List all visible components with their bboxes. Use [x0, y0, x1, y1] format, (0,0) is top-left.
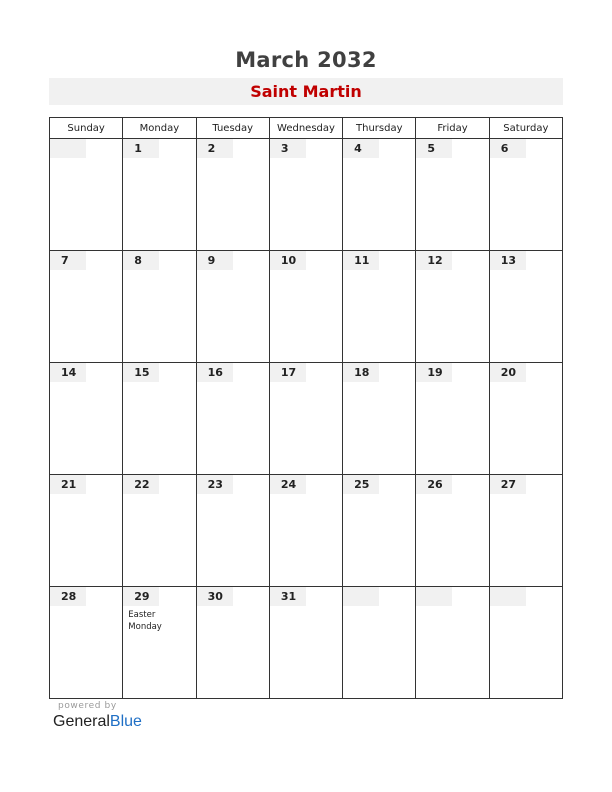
- calendar-grid: [49, 117, 563, 699]
- day-cell: [489, 587, 562, 699]
- day-number: 21: [50, 475, 86, 494]
- week-row: [50, 363, 563, 475]
- day-cell: [343, 475, 416, 587]
- day-number: 25: [343, 475, 379, 494]
- brand-logo-part2: Blue: [109, 713, 142, 730]
- day-cell: [196, 251, 269, 363]
- day-cell: [269, 363, 342, 475]
- day-cell: [416, 251, 489, 363]
- day-number: 7: [50, 251, 86, 270]
- weekday-header: Saturday: [489, 118, 562, 139]
- day-number: 10: [270, 251, 306, 270]
- week-row: [50, 251, 563, 363]
- day-cell: [50, 363, 123, 475]
- day-cell: [343, 139, 416, 251]
- brand-logo-part1: General: [53, 713, 110, 730]
- weekday-header-row: [50, 118, 563, 139]
- day-cell: [416, 139, 489, 251]
- day-number: 2: [197, 139, 233, 158]
- weekday-header: Thursday: [343, 118, 416, 139]
- day-number: 6: [490, 139, 526, 158]
- day-number: 27: [490, 475, 526, 494]
- weekday-header: Friday: [416, 118, 489, 139]
- day-number: 4: [343, 139, 379, 158]
- day-cell: [196, 587, 269, 699]
- day-number: 14: [50, 363, 86, 382]
- page-title: March 2032: [235, 48, 377, 72]
- day-number: 18: [343, 363, 379, 382]
- day-number: 19: [416, 363, 452, 382]
- day-number: 1: [123, 139, 159, 158]
- day-cell: [489, 251, 562, 363]
- day-number: 8: [123, 251, 159, 270]
- day-number: 24: [270, 475, 306, 494]
- day-cell: [416, 587, 489, 699]
- day-number: 31: [270, 587, 306, 606]
- day-cell: [196, 139, 269, 251]
- week-row: [50, 587, 563, 699]
- region-banner: Saint Martin: [49, 78, 563, 105]
- day-cell: [50, 139, 123, 251]
- day-number: 13: [490, 251, 526, 270]
- day-number: 3: [270, 139, 306, 158]
- day-number: 26: [416, 475, 452, 494]
- day-cell: [269, 139, 342, 251]
- day-cell: [489, 139, 562, 251]
- day-cell: [269, 251, 342, 363]
- day-cell: [489, 475, 562, 587]
- day-number: 9: [197, 251, 233, 270]
- day-cell: [343, 363, 416, 475]
- day-number-empty: [416, 587, 452, 606]
- day-number: 23: [197, 475, 233, 494]
- day-number-empty: [490, 587, 526, 606]
- week-row: [50, 139, 563, 251]
- weekday-header: Tuesday: [196, 118, 269, 139]
- day-number: 22: [123, 475, 159, 494]
- day-cell: [123, 475, 196, 587]
- day-number: 12: [416, 251, 452, 270]
- day-cell: [50, 251, 123, 363]
- day-number: 17: [270, 363, 306, 382]
- brand-logo: [53, 713, 142, 731]
- day-number-empty: [50, 139, 86, 158]
- weekday-header: Wednesday: [269, 118, 342, 139]
- day-cell: [123, 139, 196, 251]
- day-cell: [196, 475, 269, 587]
- holiday-label: Easter Monday: [128, 610, 162, 632]
- day-cell: [50, 475, 123, 587]
- day-cell: [269, 475, 342, 587]
- day-cell: [416, 363, 489, 475]
- day-cell: [489, 363, 562, 475]
- day-cell: [343, 251, 416, 363]
- day-cell: [123, 251, 196, 363]
- day-cell: [50, 587, 123, 699]
- day-cell: [269, 587, 342, 699]
- day-cell: [123, 363, 196, 475]
- powered-by-label: powered by: [58, 701, 117, 711]
- day-number-empty: [343, 587, 379, 606]
- day-cell: [343, 587, 416, 699]
- day-number: 15: [123, 363, 159, 382]
- day-cell: [196, 363, 269, 475]
- day-number: 30: [197, 587, 233, 606]
- day-number: 5: [416, 139, 452, 158]
- day-number: 11: [343, 251, 379, 270]
- weekday-header: Sunday: [50, 118, 123, 139]
- day-number: 28: [50, 587, 86, 606]
- day-number: 29: [123, 587, 159, 606]
- day-number: 16: [197, 363, 233, 382]
- week-row: [50, 475, 563, 587]
- weekday-header: Monday: [123, 118, 196, 139]
- day-cell: [123, 587, 196, 699]
- day-cell: [416, 475, 489, 587]
- day-number: 20: [490, 363, 526, 382]
